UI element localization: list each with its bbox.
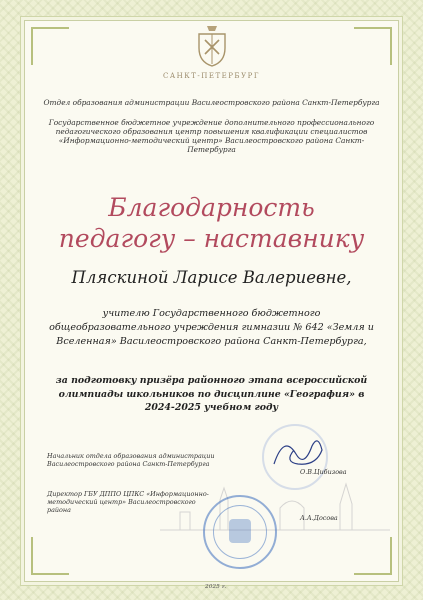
award-reason: за подготовку призёра районного этапа всероссийской олимпиады школьников по дисциплине «География» в 2024-2025 учебном году	[55, 375, 368, 413]
recipient-name: Пляскиной Ларисе Валериевне,	[71, 268, 352, 287]
ornament-corner-bottom-right	[354, 537, 392, 575]
city-label: САНКТ-ПЕТЕРБУРГ	[163, 72, 260, 80]
certificate-subtitle: педагогу – наставнику	[58, 224, 365, 253]
signatory-2-name: А.А.Досова	[300, 514, 338, 522]
issue-year: 2025 г.	[205, 584, 227, 590]
st-petersburg-coat-of-arms-icon	[193, 24, 231, 68]
ornament-corner-top-left	[31, 27, 69, 65]
certificate-title: Благодарность	[108, 193, 315, 222]
department-header: Отдел образования администрации Василеостровского района Санкт-Петербурга	[43, 98, 380, 107]
signatory-1-position: Начальник отдела образования администрации Василеостровского района Санкт-Петербурга	[47, 452, 215, 468]
signatory-2-position: Директор ГБУ ДППО ЦПКС «Информационно-методический центр» Василеостровского района	[47, 490, 209, 514]
official-seal-icon	[203, 495, 277, 569]
recipient-description: учителю Государственного бюджетного общеобразовательного учреждения гимназии № 642 «Земля и Вселенная» Василеостровского района Санкт-Петербурга,	[49, 308, 374, 347]
ornament-corner-top-right	[354, 27, 392, 65]
signatory-1-name: О.В.Цибизова	[300, 468, 347, 476]
institution-header: Государственное бюджетное учреждение дополнительного профессионального педагогического образования центр повышения квалификации специалистов «Информационно-методический центр» Василеостровского района Санкт-Петербурга	[48, 118, 375, 154]
ornament-corner-bottom-left	[31, 537, 69, 575]
